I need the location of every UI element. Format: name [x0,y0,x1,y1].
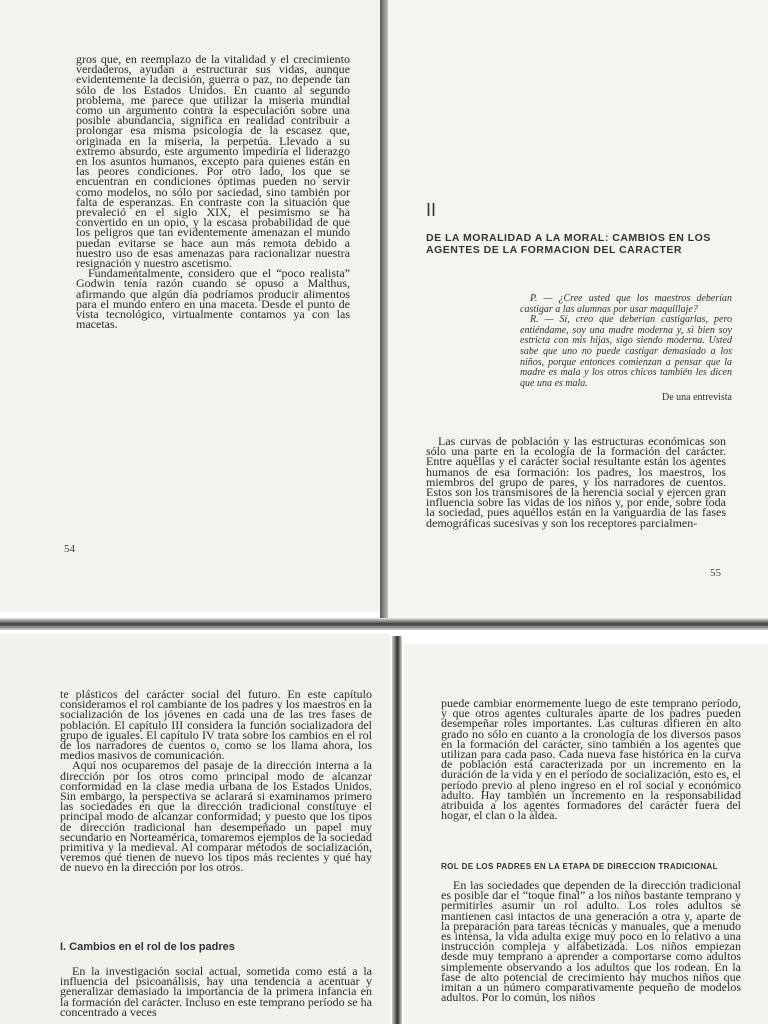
page-57-body-after-heading [441,878,741,1005]
paragraph: Las curvas de población y las estructuras económicas son sólo una parte en la ecología de la formación del carácter. Entre aquéllas y el carácter social resultante están los agentes humanos de esa formación: los padres, los maestros, los miembros del grupo de pares, y los narradores de cuentos. Estos son los transmisores de la herencia social y ejercen gran influencia sobre las vidas de los niños y, por ende, sobre toda la sociedad, pues aquéllos están en la vanguardia de las fases demográficas sucesivas y son los receptores parcialmen- [426,434,726,530]
epigraph-question: P. — ¿Cree usted que los maestros deberían castigar a las alumnas por usar maquillaje? [520,293,732,315]
page-54 [0,0,382,612]
epigraph [520,294,732,404]
page-number: 54 [64,543,75,555]
paragraph: puede cambiar enormemente luego de este temprano período, y que otros agentes culturales aparte de los padres pueden desempeñar roles importantes. Las culturas difieren en alto grado no sólo en cuanto a la cronología de los diversos pasos en la formación del carácter, sino también a los agentes que utilizan para cada paso. Cada nueva fase histórica en la curva de población está caracterizada por un incremento en la duración de la vida y en el período de socialización, esto es, el período previo al pleno ingreso en el rol social y económico adulto. Hay también un incremento en la responsabilidad atribuida a los agentes formadores del carácter fuera del hogar, el clan o la aldea. [441,696,741,823]
page-54-body [76,52,350,332]
paragraph: gros que, en reemplazo de la vitalidad y el crecimiento verdaderos, ayudan a estructurar sus vidas, aunque evidentemente la decisión, guerra o paz, no depende tan sólo de los Estados Unidos. En cuanto al segundo problema, me parece que utilizar la miseria mundial como un argumento contra la especulación sobre una posible abundancia, significa en realidad contribuir a prolongar esa misma psicología de la escasez que, originada en la miseria, la perpetúa. Llevado a su extremo absurdo, este argumento impediría el liderazgo en los asuntos humanos, excepto para quienes están en las peores condiciones. Por otro lado, los que se encuentran en condiciones óptimas pueden no servir como modelos, no sólo por saciedad, sino también por falta de esperanzas. En contraste con la situación que prevaleció en el siglo XIX, el pesimismo se ha convertido en un opio, y la escasa probabilidad de que los peligros que tan evidentemente amenazan el mundo puedan evitarse se hace aun más remota debido a nuestro uso de esas amenazas para racionalizar nuestra resignación y nuestro ascetismo. [76,52,350,271]
paragraph: Fundamentalmente, considero que el “poco realista” Godwin tenía razón cuando se opuso a Malthus, afirmando que algún día podríamos producir alimentos para el mundo entero en una maceta. Desde el punto de vista tecnológico, virtualmente contamos ya con las macetas. [76,266,350,332]
epigraph-answer: R. — Sí, creo que deberían castigarlas, pero entiéndame, soy una madre moderna y, si bien soy estricta con mis hijas, sigo siendo moderna. Usted sabe que uno no puede castigar demasiado a los niños, porque entonces comienzan a pensar que la madre es mala y los otros chicos también les dicen que una es mala. [520,314,732,389]
chapter-title: DE LA MORALIDAD A LA MORAL: CAMBIOS EN LOS AGENTES DE LA FORMACION DEL CARACTER [426,232,711,256]
page-seam [0,618,768,630]
paragraph: Aquí nos ocuparemos del pasaje de la dirección interna a la dirección por los otros como principal modo de alcanzar conformidad en la clase media urbana de los Estados Unidos. Sin embargo, la perspectiva se aclarará si examinamos primero las sociedades en que la dirección tradicional constituye el principal modo de alcanzar conformidad; y puesto que los tipos de dirección tradicional han desempeñado un papel muy secundario en Norteamérica, tomaremos ejemplos de la sociedad primitiva y la medieval. Al comparar métodos de socialización, veremos qué tienen de nuevo los tipos más recientes y qué hay de nuevo en la dirección por los otros. [60,758,372,875]
paragraph: En la investigación social actual, sometida como está a la influencia del psicoanálisis, hay una tendencia a acentuar y generalizar demasiado la importancia de la primera infancia en la formación del carácter. Incluso en este temprano período se ha concentrado a veces [60,964,372,1019]
binding-shadow [392,636,402,1024]
subsection-heading: ROL DE LOS PADRES EN LA ETAPA DE DIRECCION TRADICIONAL [441,862,718,871]
page-57-body [441,696,741,823]
section-heading: I. Cambios en el rol de los padres [60,941,235,953]
page-55-body [426,436,726,528]
paragraph: te plásticos del carácter social del futuro. En este capítulo consideramos el rol cambiante de los padres y los maestros en la socialización de los jóvenes en cada una de las tres fases de población. El capítulo III considera la función socializadora del grupo de iguales. El capítulo IV trata sobre los cambios en el rol de los narradores de cuentos o, como se los llama ahora, los medios masivos de comunicación. [60,687,372,763]
page-number: 55 [710,567,721,579]
page-56-body [60,689,372,873]
chapter-number: II [426,200,437,220]
paragraph: En las sociedades que dependen de la dirección tradicional es posible dar el “toque final” a los niños bastante temprano y permitirles asumir un rol adulto. Los roles adultos se mantienen casi intactos de una generación a otra y, aparte de la preparación para tareas técnicas y manuales, que a menudo es intensa, la vida adulta exige muy poco en lo relativo a una instrucción compleja y alfabetizada. Los niños empiezan desde muy temprano a aprender a comportarse como adultos simplemente observando a los adultos que los rodean. En la fase de alto potencial de crecimiento hay muchos niños que imitan a un número comparativamente pequeño de modelos adultos. Por lo común, los niños [441,878,741,1005]
epigraph-source: De una entrevista [662,392,732,404]
page-56-body-after-heading [60,966,372,1017]
